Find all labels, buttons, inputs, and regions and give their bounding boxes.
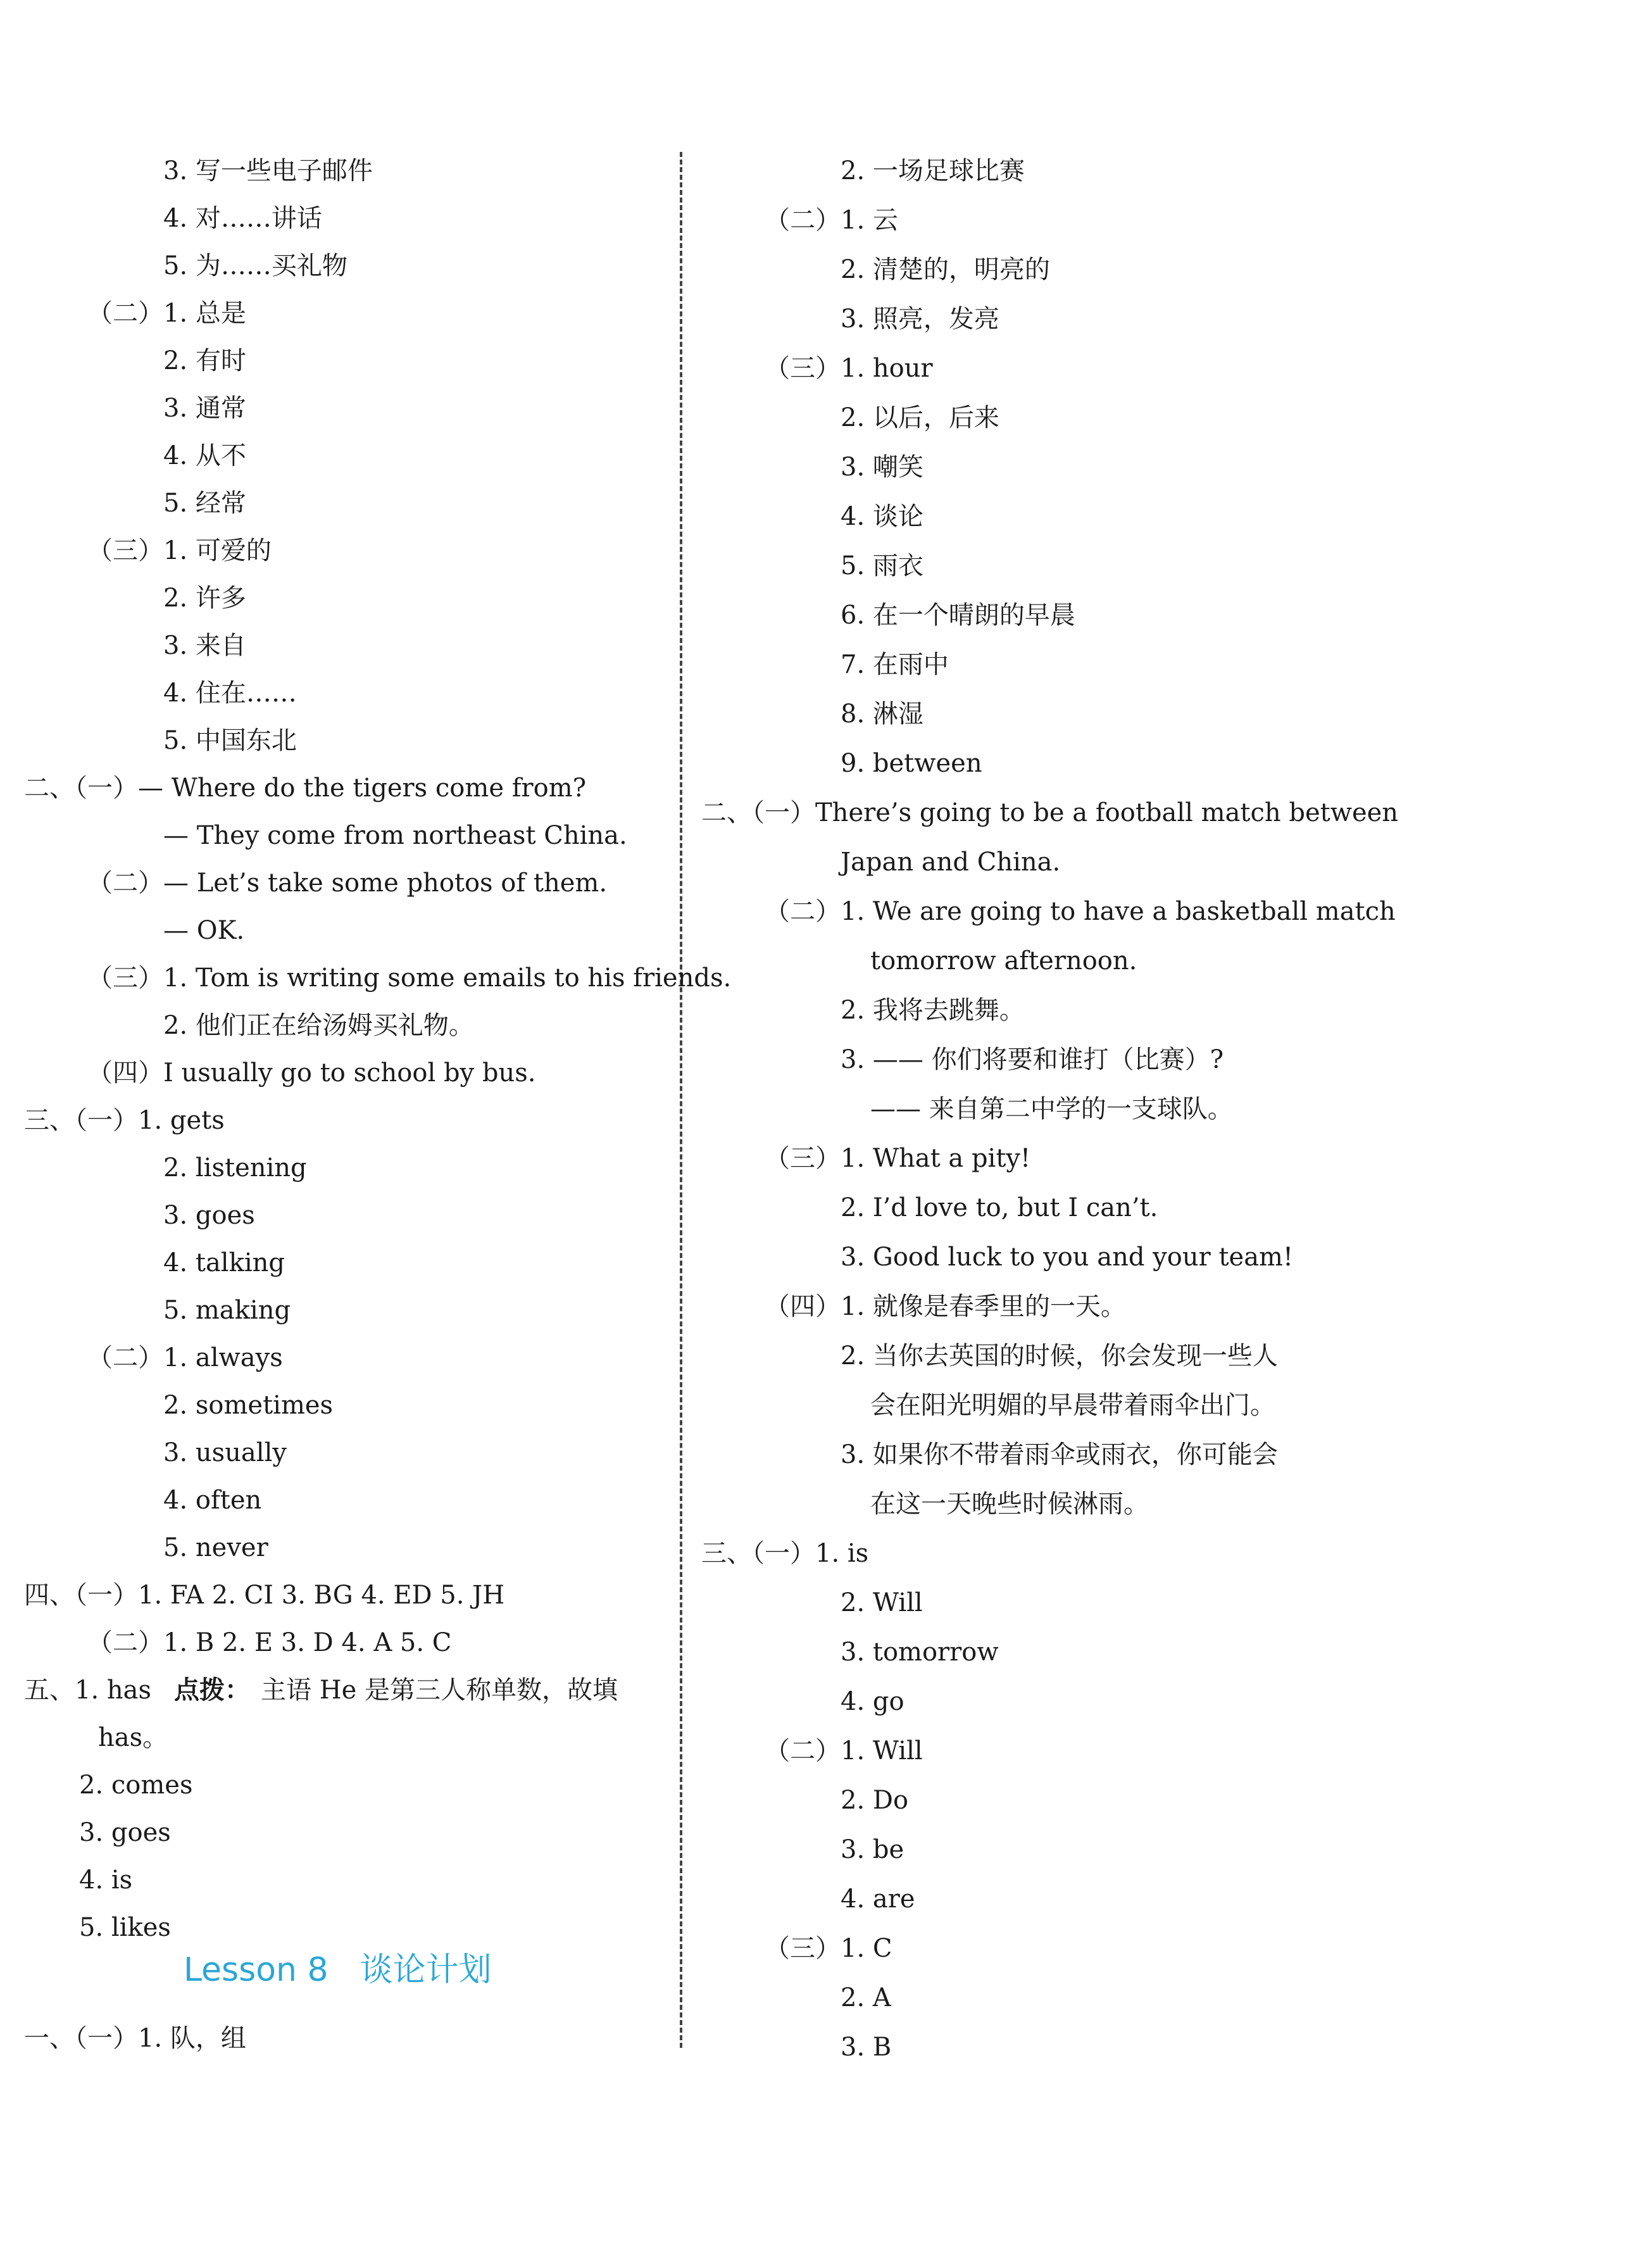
answer-line: 3. Good luck to you and your team! xyxy=(841,1243,1294,1272)
answer-line: （三）1. What a pity! xyxy=(765,1144,1031,1173)
answer-line: 二、（一）There’s going to be a football match between xyxy=(701,798,1399,827)
answer-line: （二）1. 总是 xyxy=(87,299,246,328)
answer-line: 一、（一）1. 队，组 xyxy=(24,2024,246,2053)
answer-line: 2. Do xyxy=(841,1786,909,1815)
answer-line: 5. likes xyxy=(79,1913,171,1942)
answer-line: — They come from northeast China. xyxy=(163,821,627,850)
answer-line: 5. 中国东北 xyxy=(163,726,297,755)
answer-line: （二）1. Will xyxy=(765,1736,923,1766)
answer-line: 3. goes xyxy=(79,1818,171,1847)
answer-line: 5. 为……买礼物 xyxy=(163,251,347,280)
answer-line: 3. 如果你不带着雨伞或雨衣，你可能会 xyxy=(841,1440,1278,1469)
answer-line: （四）I usually go to school by bus. xyxy=(87,1058,536,1088)
answer-line: 7. 在雨中 xyxy=(841,650,949,679)
answer-line: 2. I’d love to, but I can’t. xyxy=(841,1193,1158,1222)
answer-line: 三、（一）1. is xyxy=(701,1539,869,1568)
answer-line: 4. is xyxy=(79,1866,133,1895)
answer-line: 3. 嘲笑 xyxy=(841,453,923,482)
lesson-number: Lesson 8 xyxy=(184,1951,329,1989)
answer-line: 4. 对……讲话 xyxy=(163,204,322,233)
answer-line: 4. 从不 xyxy=(163,441,246,470)
hint-text: 主语 He 是第三人称单数，故填 xyxy=(261,1676,618,1705)
column-divider xyxy=(680,152,682,2048)
answer-line: —— 来自第二中学的一支球队。 xyxy=(870,1095,1233,1124)
answer-line: — OK. xyxy=(163,916,245,945)
answer-line: 五、1. has xyxy=(24,1676,152,1705)
answer-line: 会在阳光明媚的早晨带着雨伞出门。 xyxy=(870,1391,1275,1420)
answer-line: （三）1. C xyxy=(765,1934,892,1963)
answer-line: has。 xyxy=(98,1723,168,1752)
answer-line: 8. 淋湿 xyxy=(841,700,923,729)
answer-line: （二）— Let’s take some photos of them. xyxy=(87,869,608,898)
answer-line: 2. listening xyxy=(163,1153,307,1183)
answer-line: 2. comes xyxy=(79,1771,193,1800)
answer-line: 3. 来自 xyxy=(163,631,246,660)
answer-line: 4. 谈论 xyxy=(841,502,923,531)
answer-line: （二）1. always xyxy=(87,1343,283,1372)
answer-line: 2. A xyxy=(841,1983,891,2012)
answer-line: 4. talking xyxy=(163,1248,285,1277)
answer-line: 三、（一）1. gets xyxy=(24,1106,225,1135)
answer-line: 2. 有时 xyxy=(163,346,246,375)
answer-line: 二、（一）— Where do the tigers come from? xyxy=(24,774,587,803)
answer-line: Japan and China. xyxy=(841,848,1061,877)
answer-line: 2. 清楚的，明亮的 xyxy=(841,255,1050,284)
answer-line: （三）1. Tom is writing some emails to his friends. xyxy=(87,963,732,993)
answer-line: 3. 通常 xyxy=(163,394,246,423)
answer-line: 3. 照亮，发亮 xyxy=(841,304,999,334)
answer-line: 四、（一）1. FA 2. CI 3. BG 4. ED 5. JH xyxy=(24,1581,505,1610)
answer-line: 2. 许多 xyxy=(163,584,246,613)
answer-line: 4. 住在…… xyxy=(163,679,297,708)
answer-line: 4. are xyxy=(841,1885,915,1914)
answer-line: 6. 在一个晴朗的早晨 xyxy=(841,601,1075,630)
answer-line: 2. 我将去跳舞。 xyxy=(841,996,1025,1025)
answer-line: （二）1. 云 xyxy=(765,206,898,235)
answer-line: （三）1. 可爱的 xyxy=(87,536,272,565)
hint-label: 点拨： xyxy=(174,1675,250,1705)
answer-line: 2. Will xyxy=(841,1588,923,1617)
answer-line: 3. be xyxy=(841,1835,904,1864)
answer-line: 4. go xyxy=(841,1687,904,1716)
answer-line: 3. B xyxy=(841,2033,892,2062)
answer-line: 2. 一场足球比赛 xyxy=(841,156,1025,185)
lesson-heading xyxy=(184,1950,492,1990)
answer-line: 9. between xyxy=(841,749,982,778)
answer-line: 3. goes xyxy=(163,1201,255,1230)
answer-line: 5. never xyxy=(163,1533,268,1562)
answer-line: （二）1. B 2. E 3. D 4. A 5. C xyxy=(87,1628,452,1657)
answer-line: 5. making xyxy=(163,1296,291,1325)
answer-line: （四）1. 就像是春季里的一天。 xyxy=(765,1292,1126,1321)
answer-line: 3. 写一些电子邮件 xyxy=(163,156,373,185)
answer-line: （二）1. We are going to have a basketball match xyxy=(765,897,1396,926)
answer-line: 5. 雨衣 xyxy=(841,551,923,580)
answer-line: 3. usually xyxy=(163,1438,287,1467)
answer-line: tomorrow afternoon. xyxy=(870,946,1137,976)
answer-line: 在这一天晚些时候淋雨。 xyxy=(870,1490,1149,1519)
answer-line: 2. 当你去英国的时候，你会发现一些人 xyxy=(841,1341,1278,1371)
answer-line: （三）1. hour xyxy=(765,354,933,383)
answer-line: 2. 他们正在给汤姆买礼物。 xyxy=(163,1011,474,1040)
answer-line: 2. sometimes xyxy=(163,1391,334,1420)
answer-line: 5. 经常 xyxy=(163,489,246,518)
answer-line: 3. tomorrow xyxy=(841,1638,999,1667)
answer-line: 3. —— 你们将要和谁打（比赛）? xyxy=(841,1045,1224,1074)
lesson-title: 谈论计划 xyxy=(360,1951,492,1989)
answer-line: 4. often xyxy=(163,1486,262,1515)
answer-line: 2. 以后，后来 xyxy=(841,403,999,432)
